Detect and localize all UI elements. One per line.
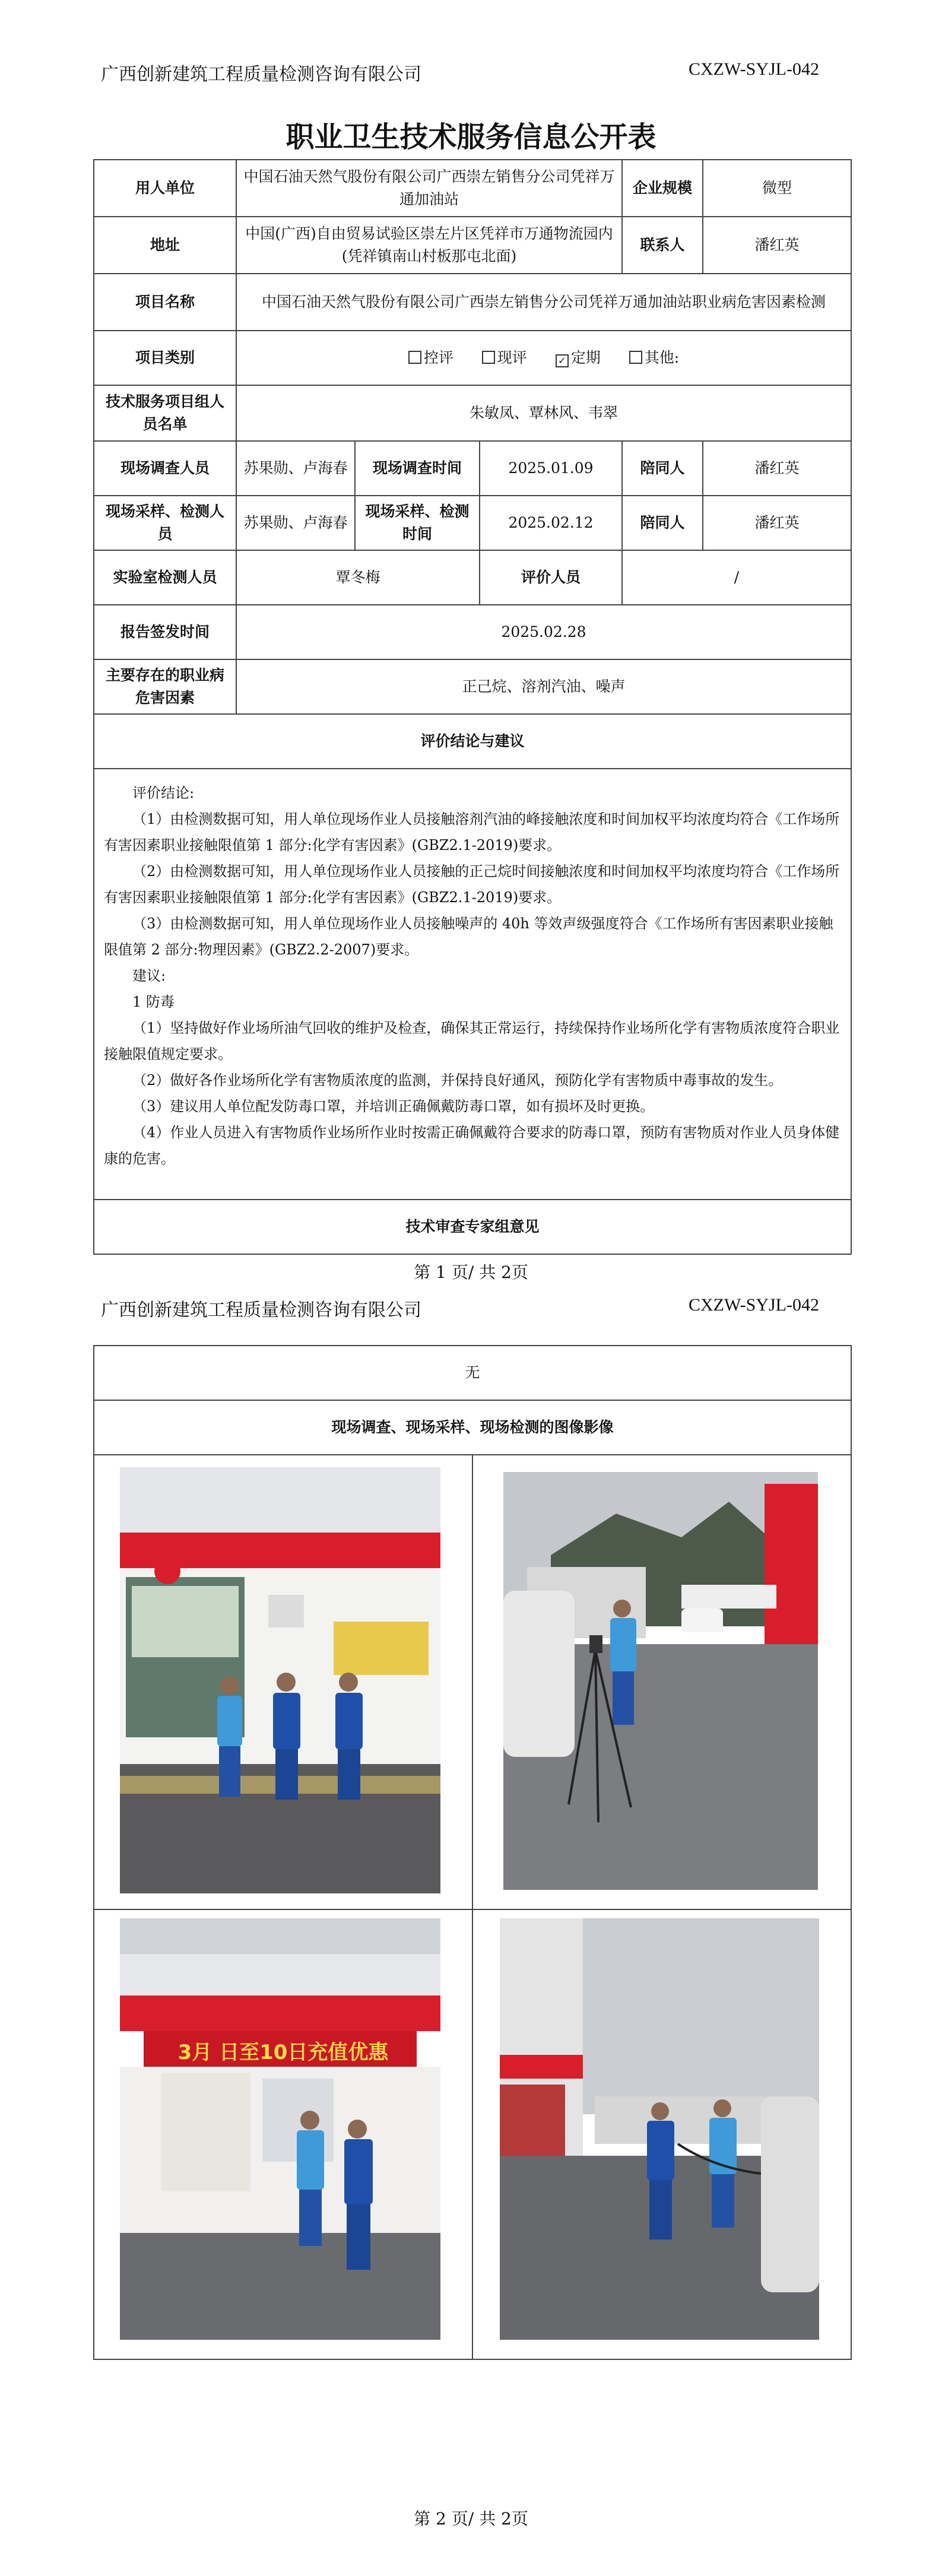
project-type-options bbox=[236, 331, 851, 385]
checkbox-option[interactable]: 现评 bbox=[482, 347, 527, 369]
label-escort: 陪同人 bbox=[622, 496, 703, 550]
suggestion-subheading: 1 防毒 bbox=[132, 994, 175, 1010]
value-sampling-time: 2025.02.12 bbox=[480, 496, 622, 550]
expert-header: 技术审查专家组意见 bbox=[94, 1200, 851, 1254]
label-report-date: 报告签发时间 bbox=[94, 605, 236, 659]
value-project-name: 中国石油天然气股份有限公司广西崇左销售分公司凭祥万通加油站职业病危害因素检测 bbox=[236, 274, 851, 331]
value-report-date: 2025.02.28 bbox=[236, 605, 851, 659]
page-title: 职业卫生技术服务信息公开表 bbox=[286, 120, 656, 154]
value-contact: 潘红英 bbox=[703, 217, 851, 274]
value-sampling-staff: 苏果勋、卢海春 bbox=[236, 496, 355, 550]
value-survey-time: 2025.01.09 bbox=[480, 441, 622, 496]
company-header-page2: 广西创新建筑工程质量检测咨询有限公司 bbox=[101, 1300, 421, 1321]
label-contact: 联系人 bbox=[622, 217, 703, 274]
label-sampling-staff: 现场采样、检测人员 bbox=[94, 496, 236, 550]
conclusion-item: （1）由检测数据可知，用人单位现场作业人员接触溶剂汽油的峰接触浓度和时间加权平均浓度均符合《工作场所有害因素职业接触限值第 1 部分:化学有害因素》(GBZ2.1-2019)要求。 bbox=[104, 811, 840, 854]
checkbox-option[interactable]: 其他: bbox=[629, 347, 679, 369]
label-team: 技术服务项目组人员名单 bbox=[94, 385, 236, 441]
value-lab-staff: 覃冬梅 bbox=[236, 550, 480, 605]
company-header: 广西创新建筑工程质量检测咨询有限公司 bbox=[101, 64, 421, 85]
value-evaluator: / bbox=[622, 550, 851, 605]
info-table bbox=[93, 159, 852, 1255]
value-survey-staff: 苏果勋、卢海春 bbox=[236, 441, 355, 496]
conclusions-header: 评价结论与建议 bbox=[94, 714, 851, 769]
label-escort: 陪同人 bbox=[622, 441, 703, 496]
photo-survey-group bbox=[120, 1467, 440, 1893]
checkbox-empty-icon bbox=[482, 351, 495, 364]
label-lab-staff: 实验室检测人员 bbox=[94, 550, 236, 605]
label-address: 地址 bbox=[94, 217, 236, 274]
suggestion-item: （3）建议用人单位配发防毒口罩，并培训正确佩戴防毒口罩，如有损坏及时更换。 bbox=[132, 1098, 655, 1115]
photo-survey-store-image bbox=[120, 1918, 440, 2340]
value-hazards: 正己烷、溶剂汽油、噪声 bbox=[236, 659, 851, 714]
store-banner-text: 3月 日至10日充值优惠 bbox=[177, 2041, 389, 2064]
label-enterprise-scale: 企业规模 bbox=[622, 160, 703, 217]
value-address: 中国(广西)自由贸易试验区崇左片区凭祥市万通物流园内(凭祥镇南山村板那屯北面) bbox=[236, 217, 622, 274]
value-employer: 中国石油天然气股份有限公司广西崇左销售分公司凭祥万通加油站 bbox=[236, 160, 622, 217]
suggestion-heading: 建议: bbox=[132, 967, 166, 984]
suggestion-item: （1）坚持做好作业场所油气回收的维护及检查，确保其正常运行，持续保持作业场所化学有害物质浓度符合职业接触限值规定要求。 bbox=[104, 1020, 840, 1062]
photo-sampling-pump-image bbox=[500, 1918, 819, 2340]
label-survey-time: 现场调查时间 bbox=[355, 441, 480, 496]
value-sampling-escort: 潘红英 bbox=[703, 496, 851, 550]
page-footer-2: 第 2 页/ 共 2页 bbox=[414, 2509, 528, 2529]
label-hazards: 主要存在的职业病危害因素 bbox=[94, 659, 236, 714]
checkbox-checked-icon: ✓ bbox=[556, 354, 569, 367]
value-survey-escort: 潘红英 bbox=[703, 441, 851, 496]
conclusion-heading: 评价结论: bbox=[132, 785, 195, 801]
value-enterprise-scale: 微型 bbox=[703, 160, 851, 217]
suggestion-item: （4）作业人员进入有害物质作业场所作业时按需正确佩戴符合要求的防毒口罩，预防有害物质对作业人员身体健康的危害。 bbox=[104, 1124, 840, 1167]
value-expert-opinion: 无 bbox=[94, 1346, 851, 1400]
checkbox-empty-icon bbox=[408, 351, 421, 364]
suggestion-item: （2）做好各作业场所化学有害物质浓度的监测，并保持良好通风，预防化学有害物质中毒事故的发生。 bbox=[132, 1072, 783, 1089]
label-project-name: 项目名称 bbox=[94, 274, 236, 331]
photo-sampling-pump bbox=[500, 1918, 819, 2340]
photo-sampling-tripod-image bbox=[503, 1472, 818, 1890]
page-footer-1: 第 1 页/ 共 2页 bbox=[414, 1262, 528, 1282]
doc-code-page2: CXZW-SYJL-042 bbox=[689, 1295, 819, 1315]
label-employer: 用人单位 bbox=[94, 160, 236, 217]
checkbox-option[interactable]: 控评 bbox=[408, 347, 453, 369]
photos-header: 现场调查、现场采样、现场检测的图像影像 bbox=[94, 1400, 851, 1455]
conclusions-body bbox=[94, 769, 851, 1200]
conclusion-item: （3）由检测数据可知，用人单位现场作业人员接触噪声的 40h 等效声级强度符合《工作场所有害因素职业接触限值第 2 部分:物理因素》(GBZ2.2-2007)要求。 bbox=[104, 915, 833, 958]
label-evaluator: 评价人员 bbox=[480, 550, 622, 605]
photo-survey-group-image bbox=[120, 1467, 440, 1893]
conclusion-item: （2）由检测数据可知，用人单位现场作业人员接触的正己烷时间接触浓度和时间加权平均浓度均符合《工作场所有害因素职业接触限值第 1 部分:化学有害因素》(GBZ2.1-2019)要求。 bbox=[104, 863, 840, 906]
doc-code: CXZW-SYJL-042 bbox=[689, 59, 819, 79]
label-survey-staff: 现场调查人员 bbox=[94, 441, 236, 496]
checkbox-empty-icon bbox=[629, 351, 642, 364]
label-project-type: 项目类别 bbox=[94, 331, 236, 385]
label-sampling-time: 现场采样、检测时间 bbox=[355, 496, 480, 550]
value-team: 朱敏凤、覃林风、韦翠 bbox=[236, 385, 851, 441]
checkbox-option-checked[interactable]: ✓ 定期 bbox=[556, 347, 601, 369]
photo-survey-store bbox=[120, 1918, 440, 2340]
photo-sampling-tripod bbox=[503, 1472, 818, 1890]
